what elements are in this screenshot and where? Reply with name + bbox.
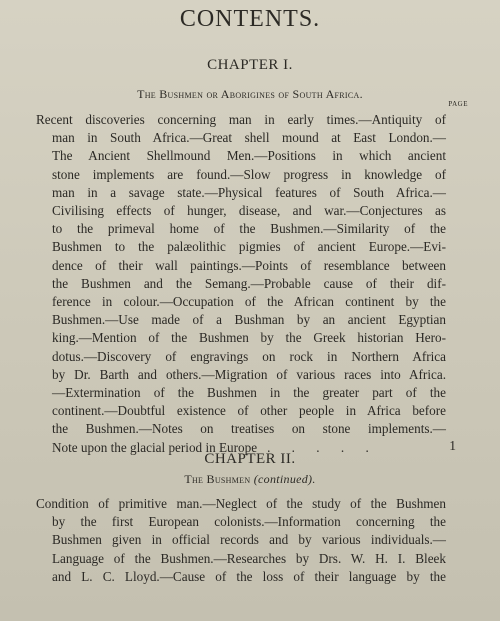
summary-line: dence of their wall paintings.—Points of resemblance between (52, 257, 446, 273)
chapter-1-heading: CHAPTER I. (207, 57, 293, 73)
summary-line: by the first European colonists.—Information concerning the (52, 514, 446, 530)
summary-line: Bushmen to the palæolithic pigmies of ancient Europe.—Evi- (52, 239, 446, 255)
chapter-1-summary (36, 111, 446, 457)
summary-line-text: Note upon the glacial period in Europe (52, 439, 258, 455)
summary-line: Bushmen given in official records and by various individuals.— (52, 532, 446, 548)
summary-line: the Bushmen.—Notes on treatises on stone implements.— (52, 421, 446, 437)
summary-line: to the primeval home of the Bushmen.—Similarity of the (52, 221, 446, 237)
chapter-2-heading: CHAPTER II. (204, 451, 296, 467)
page-column-label: PAGE (448, 100, 468, 108)
chapter-2-subtitle (0, 472, 500, 487)
summary-line: —Extermination of the Bushmen in the greater part of the (52, 385, 446, 401)
summary-line: Language of the Bushmen.—Researches by Drs. W. H. I. Bleek (52, 550, 446, 566)
chapter-2-subtitle-italic: (continued). (253, 472, 316, 486)
summary-line: by Dr. Barth and others.—Migration of various races into Africa. (52, 366, 446, 382)
leader-dots: . . . . . (267, 439, 378, 455)
chapter-2-summary (36, 495, 446, 586)
summary-line: man in South Africa.—Great shell mound at East London.— (52, 130, 446, 146)
summary-line: king.—Mention of the Bushmen by the Greek historian Hero- (52, 330, 446, 346)
summary-line: stone implements are found.—Slow progress in knowledge of (52, 166, 446, 182)
summary-line: Bushmen.—Use made of a Bushman by an ancient Egyptian (52, 312, 446, 328)
summary-line: The Ancient Shellmound Men.—Positions in which ancient (52, 148, 446, 164)
summary-line: Recent discoveries concerning man in early times.—Antiquity of (36, 112, 446, 127)
chapter-1-page-number: 1 (449, 438, 456, 453)
chapter-1-subtitle: The Bushmen or Aborigines of South Africa. (137, 87, 363, 101)
summary-line: Civilising effects of hunger, disease, and war.—Conjectures as (52, 203, 446, 219)
summary-line: the Bushmen and the Semang.—Probable cause of their dif- (52, 275, 446, 291)
page-title: CONTENTS. (179, 6, 321, 32)
summary-line: ference in colour.—Occupation of the African continent by the (52, 294, 446, 310)
chapter-2-subtitle-main: The Bushmen (184, 472, 251, 486)
summary-line: and L. C. Lloyd.—Cause of the loss of their language by the (52, 568, 446, 584)
summary-line: continent.—Doubtful existence of other people in Africa before (52, 403, 446, 419)
summary-line: man in a savage state.—Physical features of South Africa.— (52, 184, 446, 200)
summary-line: Condition of primitive man.—Neglect of the study of the Bushmen (36, 496, 446, 511)
summary-line: dotus.—Discovery of engravings on rock in Northern Africa (52, 348, 446, 364)
